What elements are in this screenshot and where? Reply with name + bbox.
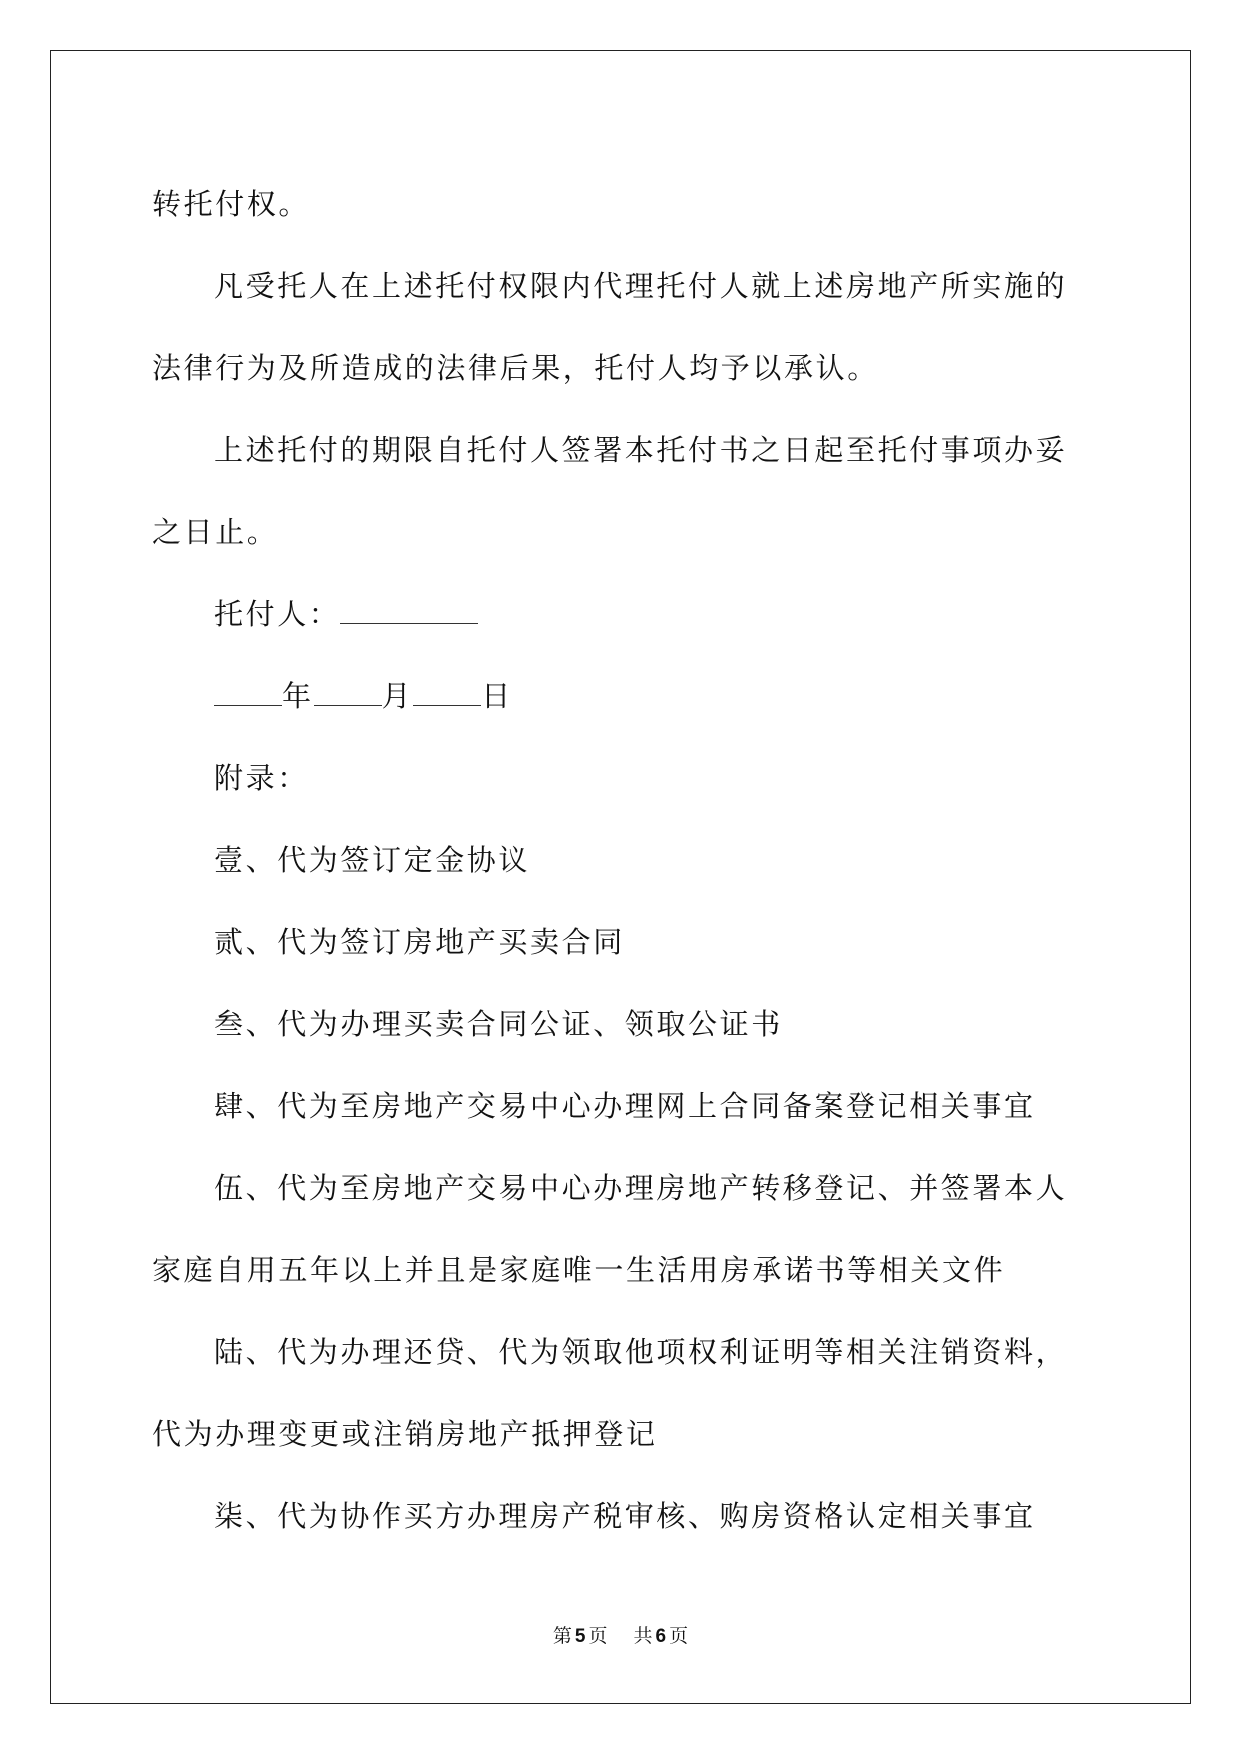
signature-blank [340, 601, 478, 624]
appendix-item: 贰、代为签订房地产买卖合同 [214, 925, 625, 959]
paragraph-term: 上述托付的期限自托付人签署本托付书之日起至托付事项办妥之日止。 [152, 433, 1068, 549]
current-page-number: 5 [574, 1626, 586, 1647]
month-blank [314, 683, 382, 706]
signature-line [152, 573, 1092, 655]
appendix-item: 肆、代为至房地产交易中心办理网上合同备案登记相关事宜 [214, 1089, 1036, 1123]
month-label: 月 [381, 679, 414, 713]
total-page-number: 6 [655, 1626, 667, 1647]
year-label: 年 [282, 679, 314, 713]
signature-label: 托付人： [214, 597, 341, 631]
appendix-title: 附录： [214, 761, 309, 795]
year-blank [214, 683, 282, 706]
date-line [152, 655, 1092, 737]
total-prefix: 共 [633, 1625, 653, 1647]
appendix-item: 陆、代为办理还贷、代为领取他项权利证明等相关注销资料，代为办理变更或注销房地产抵押登记 [152, 1335, 1068, 1451]
appendix-item: 叁、代为办理买卖合同公证、领取公证书 [214, 1007, 783, 1041]
appendix-item: 柒、代为协作买方办理房产税审核、购房资格认定相关事宜 [214, 1499, 1036, 1533]
page-suffix: 页 [588, 1625, 608, 1647]
document-body [152, 163, 1092, 1557]
paragraph-continuation: 转托付权。 [152, 187, 311, 221]
appendix-item: 壹、代为签订定金协议 [214, 843, 531, 877]
appendix-item: 伍、代为至房地产交易中心办理房地产转移登记、并签署本人家庭自用五年以上并且是家庭唯一生活用房承诺书等相关文件 [152, 1171, 1068, 1287]
page-prefix: 第 [552, 1625, 572, 1647]
total-suffix: 页 [669, 1625, 689, 1647]
day-blank [413, 683, 481, 706]
day-label: 日 [481, 679, 513, 713]
paragraph-legal-effect: 凡受托人在上述托付权限内代理托付人就上述房地产所实施的法律行为及所造成的法律后果，托付人均予以承认。 [152, 269, 1068, 385]
page-footer [0, 1621, 1241, 1648]
